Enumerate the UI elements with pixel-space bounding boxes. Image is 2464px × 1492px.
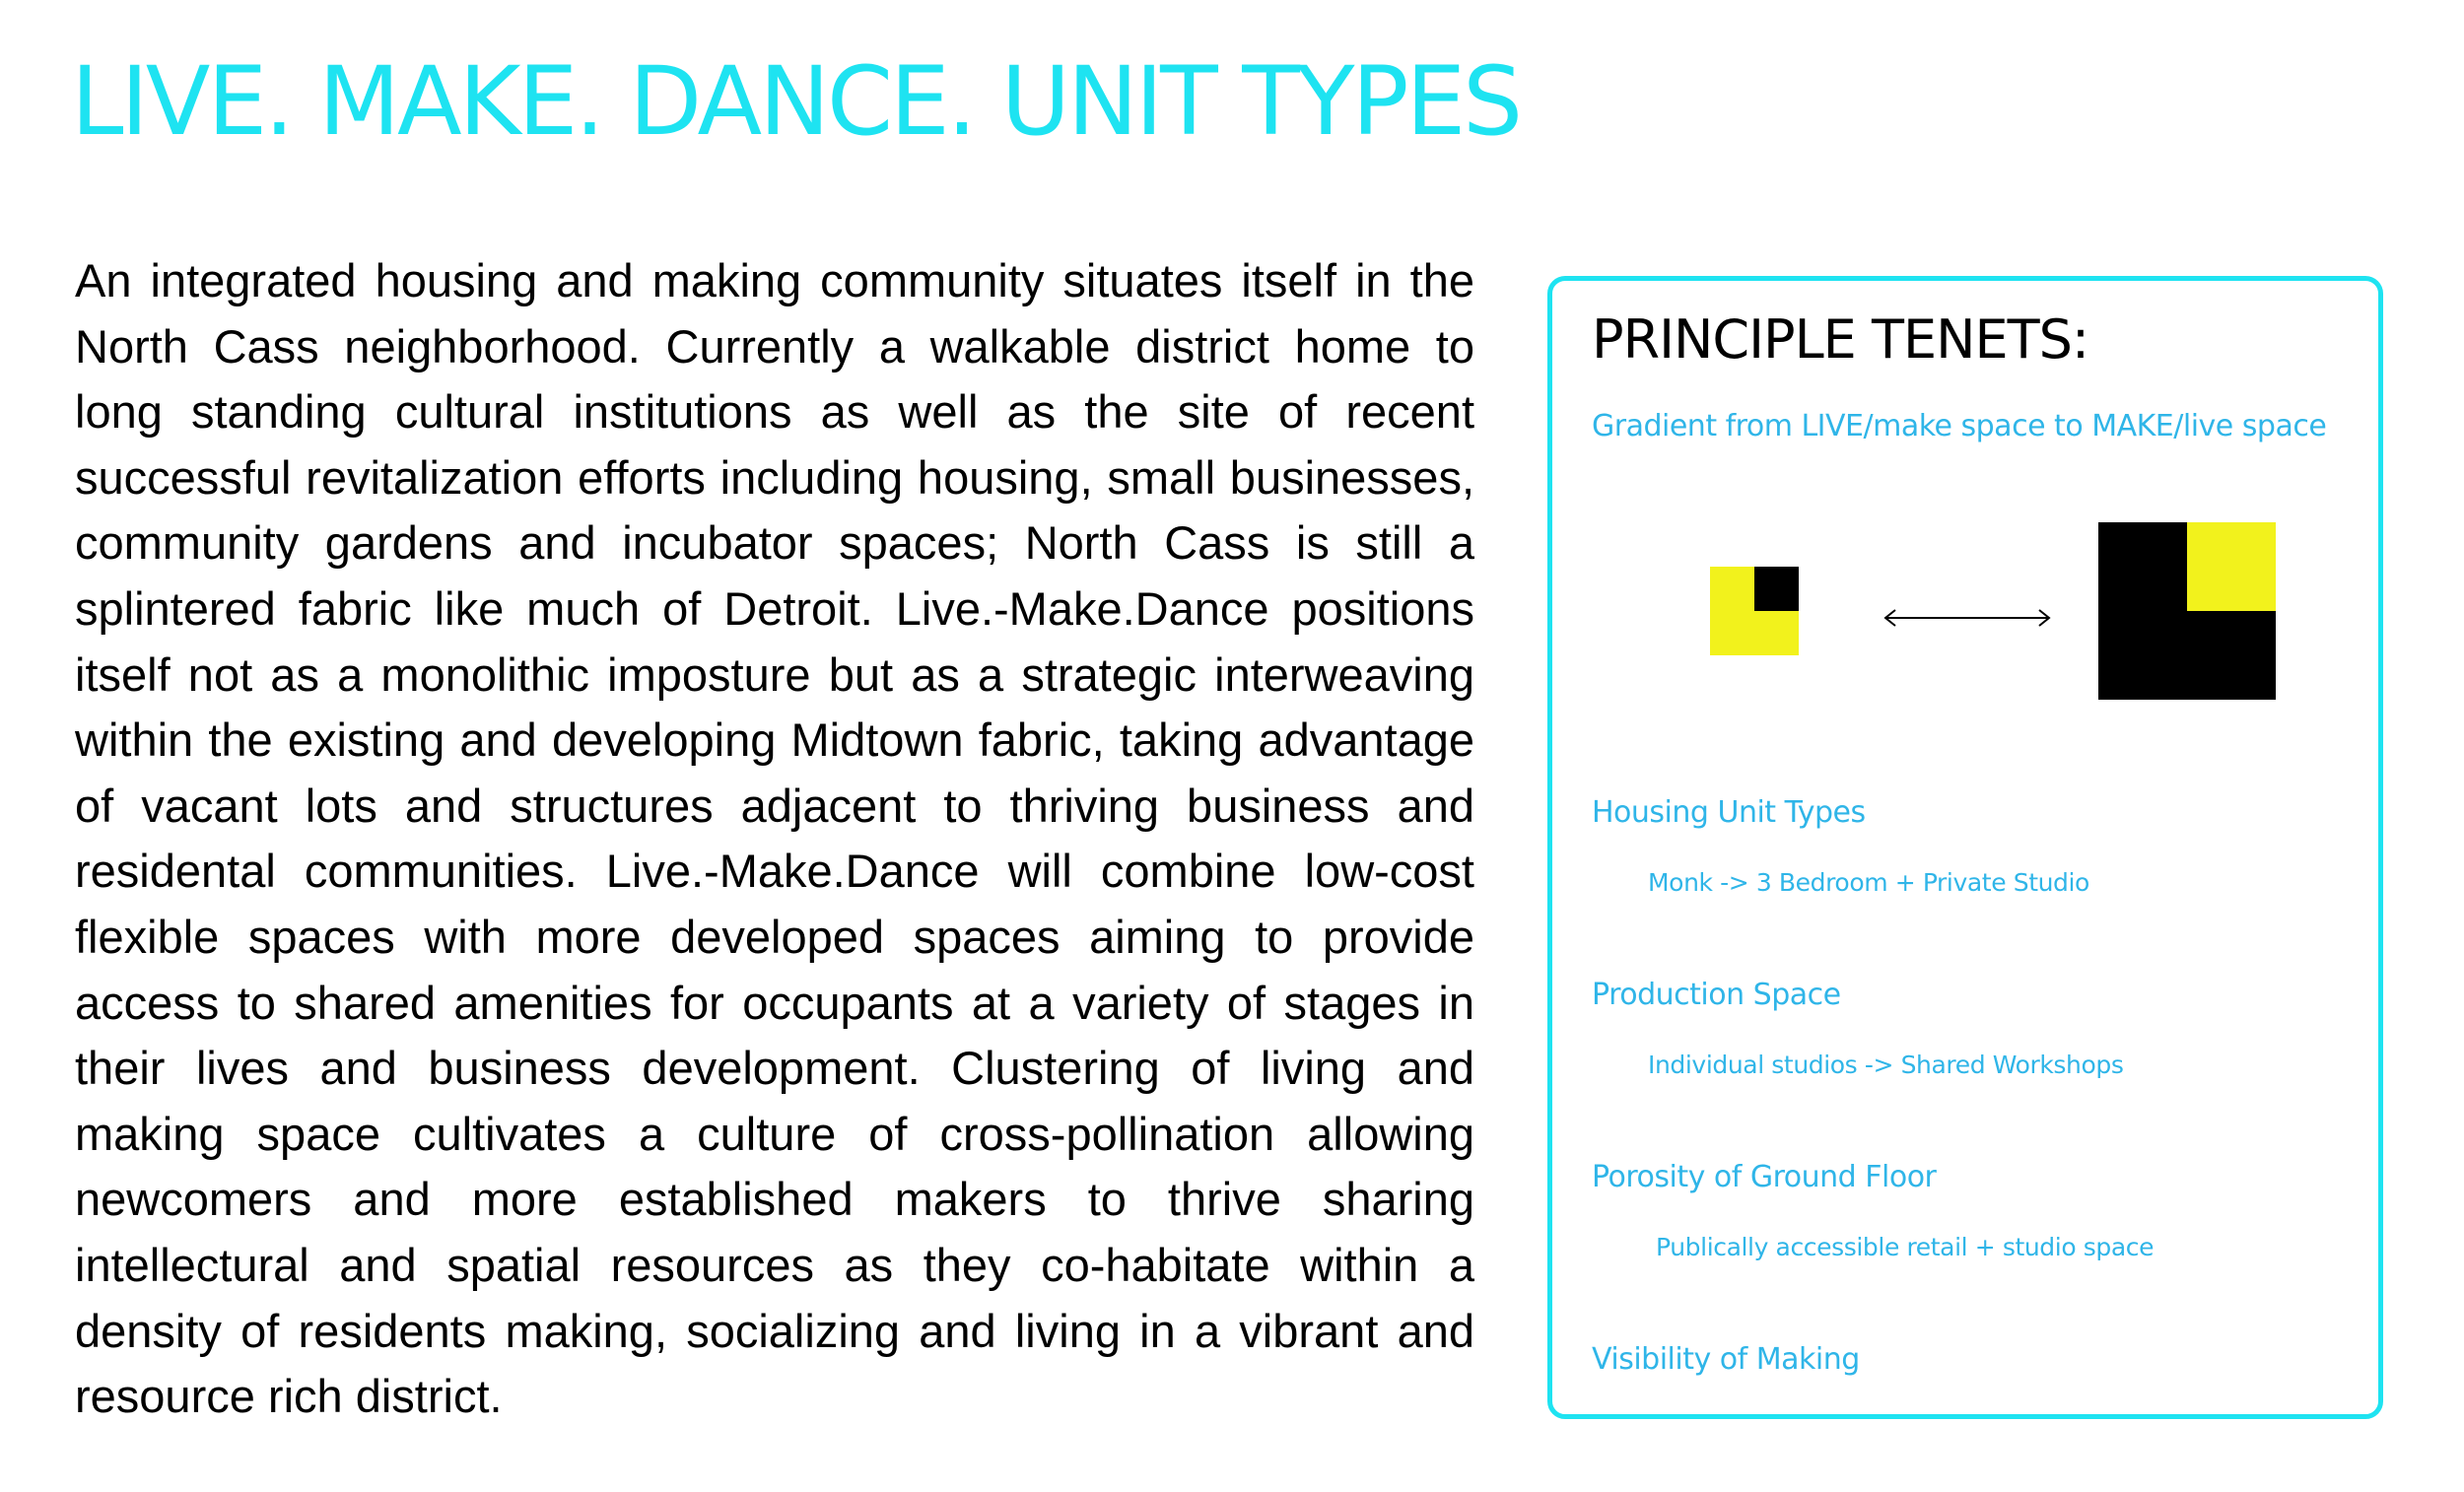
principle-tenets-panel — [1547, 276, 2383, 1419]
tenet-visibility-label: Visibility of Making — [1592, 1342, 1860, 1377]
tenet-production-detail: Individual studios -> Shared Workshops — [1648, 1051, 2124, 1079]
double-headed-arrow-icon — [1883, 606, 2051, 630]
tenet-porosity-detail: Publically accessible retail + studio space — [1656, 1233, 2155, 1261]
tenet-housing-detail: Monk -> 3 Bedroom + Private Studio — [1648, 868, 2089, 897]
make-live-corner-icon — [2187, 522, 2276, 611]
tenet-housing-label: Housing Unit Types — [1592, 795, 1866, 830]
tenet-gradient-label: Gradient from LIVE/make space to MAKE/live space — [1592, 409, 2327, 443]
panel-heading: PRINCIPLE TENETS: — [1592, 308, 2089, 371]
live-make-square-icon — [1710, 567, 1799, 655]
project-description: An integrated housing and making community situates itself in the North Cass neighborhood. Currently a walkable district home to long standing cultural institutions as well as the site of recent successful revitalization efforts including housing, small businesses, community gardens and incubator spaces; North Cass is still a splintered fabric like much of Detroit. Live.-Make.Dance positions itself not as a monolithic imposture but as a strategic interweaving within the existing and developing Midtown fabric, taking advantage of vacant lots and structures adjacent to thriving business and residental communities. Live.-Make.Dance will combine low-cost flexible spaces with more developed spaces aiming to provide access to shared amenities for occupants at a variety of stages in their lives and business development. Clustering of living and making space cultivates a culture of cross-pollination allowing newcomers and more established makers to thrive sharing intellectural and spatial resources as they co-habitate within a density of residents making, socializing and living in a vibrant and resource rich district. — [75, 254, 1474, 1423]
page-title: LIVE. MAKE. DANCE. UNIT TYPES — [71, 46, 1521, 157]
tenet-production-label: Production Space — [1592, 978, 1841, 1012]
make-live-square-icon — [2098, 522, 2276, 700]
live-make-corner-icon — [1754, 567, 1799, 611]
tenet-porosity-label: Porosity of Ground Floor — [1592, 1160, 1937, 1194]
